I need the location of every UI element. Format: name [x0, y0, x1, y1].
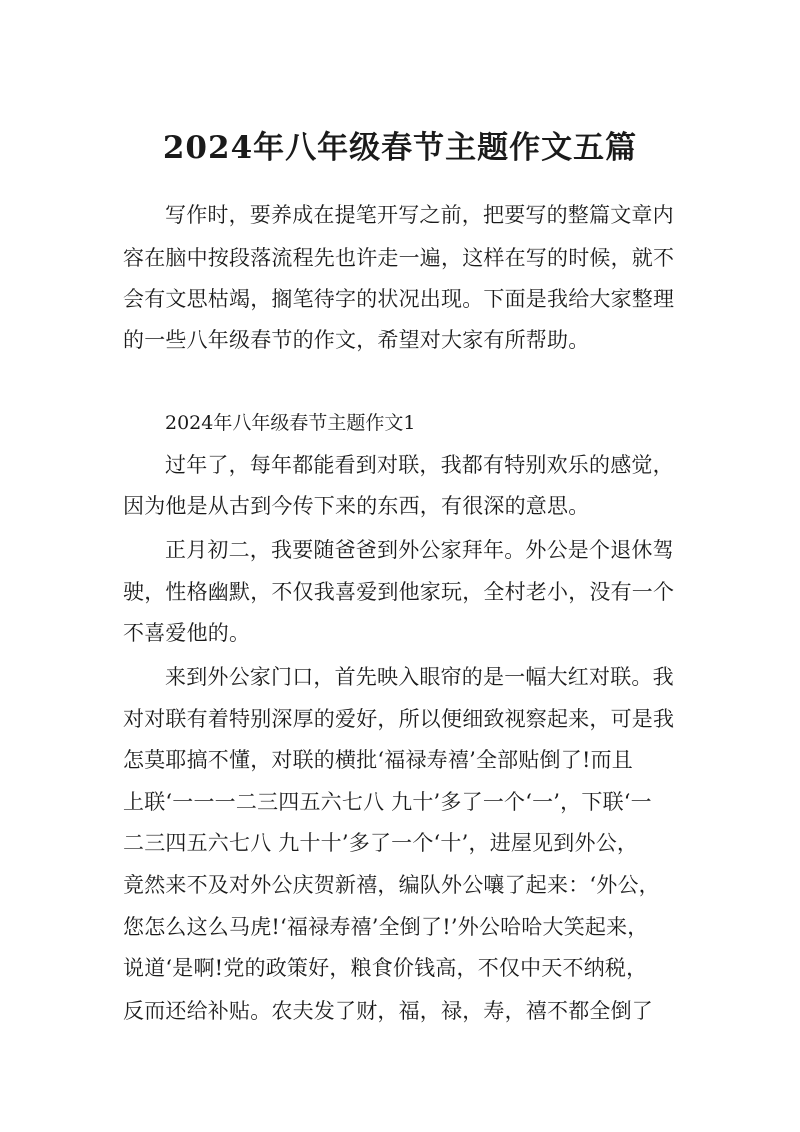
body-line: 上联‘一一一二三四五六七八 九十’多了一个‘一’，下联‘一 [123, 790, 652, 814]
body-line: 反而还给补贴。农夫发了财，福，禄，寿，禧不都全倒了 [123, 999, 653, 1023]
body-line: 说道‘是啊!党的政策好，粮食价钱高，不仅中天不纳税， [123, 956, 648, 980]
intro-line: 的一些八年级春节的作文，希望对大家有所帮助。 [123, 328, 590, 352]
body-line: 驶，性格幽默，不仅我喜爱到他家玩，全村老小，没有一个 [123, 580, 675, 604]
body-line: 因为他是从古到今传下来的东西，有很深的意思。 [123, 494, 590, 518]
body-line: 来到外公家门口，首先映入眼帘的是一幅大红对联。我 [165, 665, 674, 689]
body-line: 竟然来不及对外公庆贺新禧，编队外公嚷了起来：‘外公， [123, 873, 660, 897]
body-line: 对对联有着特别深厚的爱好，所以便细致视察起来，可是我 [123, 707, 675, 731]
body-line: 怎莫耶搞不懂，对联的横批‘福禄寿禧’全部贴倒了!而且 [123, 748, 633, 772]
section-heading: 2024年八年级春节主题作文1 [165, 412, 416, 434]
page-title: 2024年八年级春节主题作文五篇 [162, 130, 638, 166]
body-line: 您怎么这么马虎!‘福禄寿禧’全倒了!’外公哈哈大笑起来， [123, 915, 649, 939]
body-line: 正月初二，我要随爸爸到外公家拜年。外公是个退休驾 [165, 538, 674, 562]
intro-line: 容在脑中按段落流程先也许走一遍，这样在写的时候，就不 [123, 246, 675, 270]
intro-line: 写作时，要养成在提笔开写之前，把要写的整篇文章内 [165, 203, 674, 227]
body-line: 过年了，每年都能看到对联，我都有特别欢乐的感觉， [165, 453, 674, 477]
body-line: 不喜爱他的。 [123, 621, 251, 645]
intro-line: 会有文思枯竭，搁笔待字的状况出现。下面是我给大家整理 [123, 287, 675, 311]
body-line: 二三四五六七八 九十十’多了一个‘十’，进屋见到外公， [123, 831, 639, 855]
